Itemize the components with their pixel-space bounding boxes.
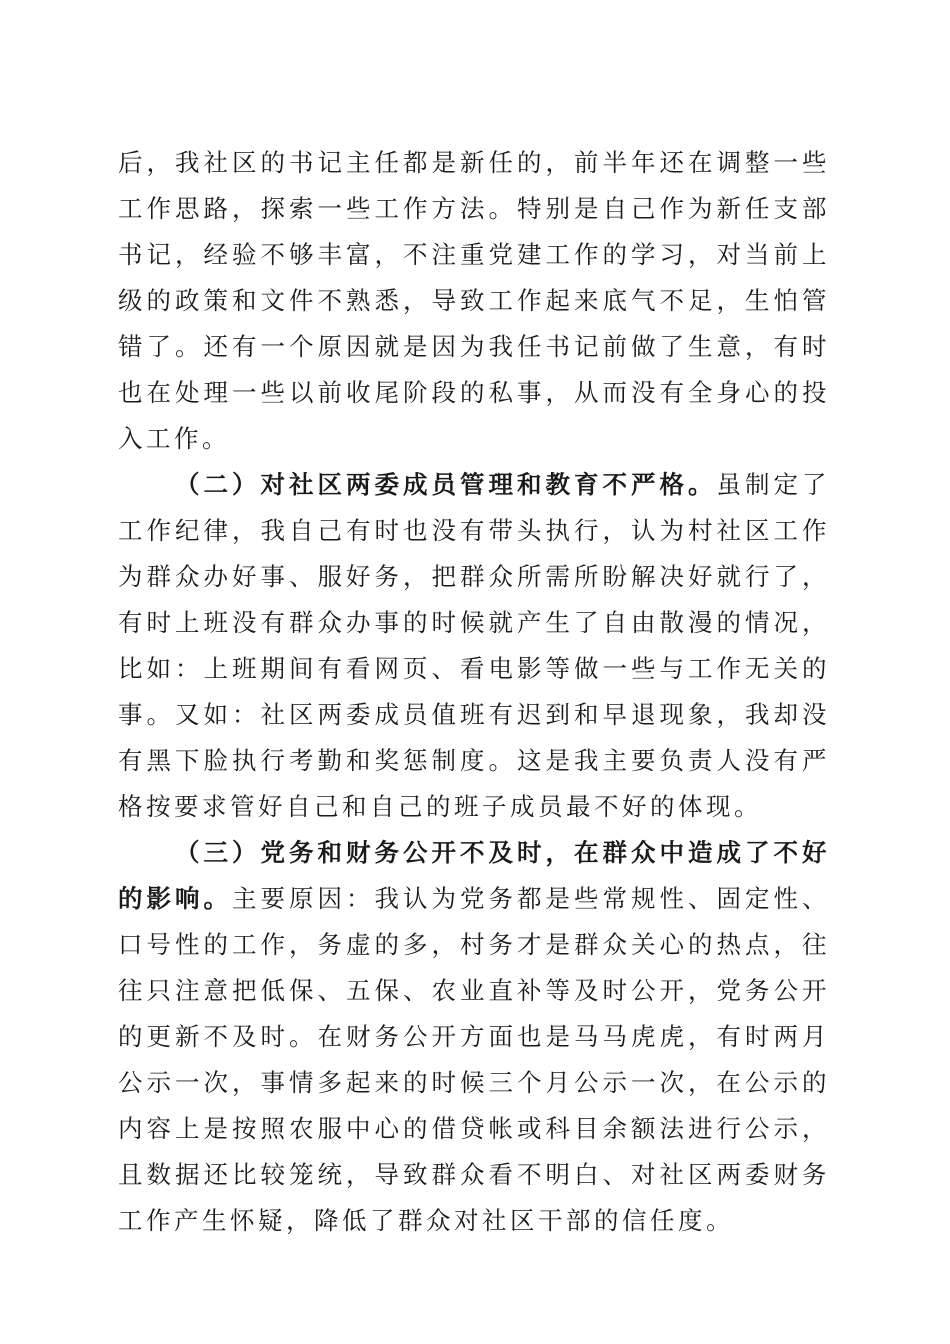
paragraph-2-heading: （二）对社区两委成员管理和教育不严格。: [175, 470, 717, 499]
paragraph-1-text: 后，我社区的书记主任都是新任的，前半年还在调整一些工作思路，探索一些工作方法。特别是自己作为新任支部书记，经验不够丰富，不注重党建工作的学习，对当前上级的政策和文件不熟悉，导致工作起来底气不足，生怕管错了。还有一个原因就是因为我任书记前做了生意，有时也在处理一些以前收尾阶段的私事，从而没有全身心的投入工作。: [118, 148, 830, 453]
paragraph-2-text: 虽制定了工作纪律，我自己有时也没有带头执行，认为村社区工作为群众办好事、服好务，把群众所需所盼解决好就行了，有时上班没有群众办事的时候就产生了自由散漫的情况，比如：上班期间有看网页、看电影等做一些与工作无关的事。又如：社区两委成员值班有迟到和早退现象，我却没有黑下脸执行考勤和奖惩制度。这是我主要负责人没有严格按要求管好自己和自己的班子成员最不好的体现。: [118, 470, 830, 821]
paragraph-2: [118, 462, 830, 830]
paragraph-3-text: 主要原因：我认为党务都是些常规性、固定性、口号性的工作，务虚的多，村务才是群众关心的热点，往往只注意把低保、五保、农业直补等及时公开，党务公开的更新不及时。在财务公开方面也是马马虎虎，有时两月公示一次，事情多起来的时候三个月公示一次，在公示的内容上是按照农服中心的借贷帐或科目余额法进行公示，且数据还比较笼统，导致群众看不明白、对社区两委财务工作产生怀疑，降低了群众对社区干部的信任度。: [118, 884, 830, 1235]
paragraph-3-heading: （三）党务和财务公开不及时，在群众中造成了不好的影响。: [118, 838, 830, 913]
paragraph-1: [118, 140, 830, 462]
paragraph-3: [118, 830, 830, 1244]
document-body: [118, 140, 830, 1244]
